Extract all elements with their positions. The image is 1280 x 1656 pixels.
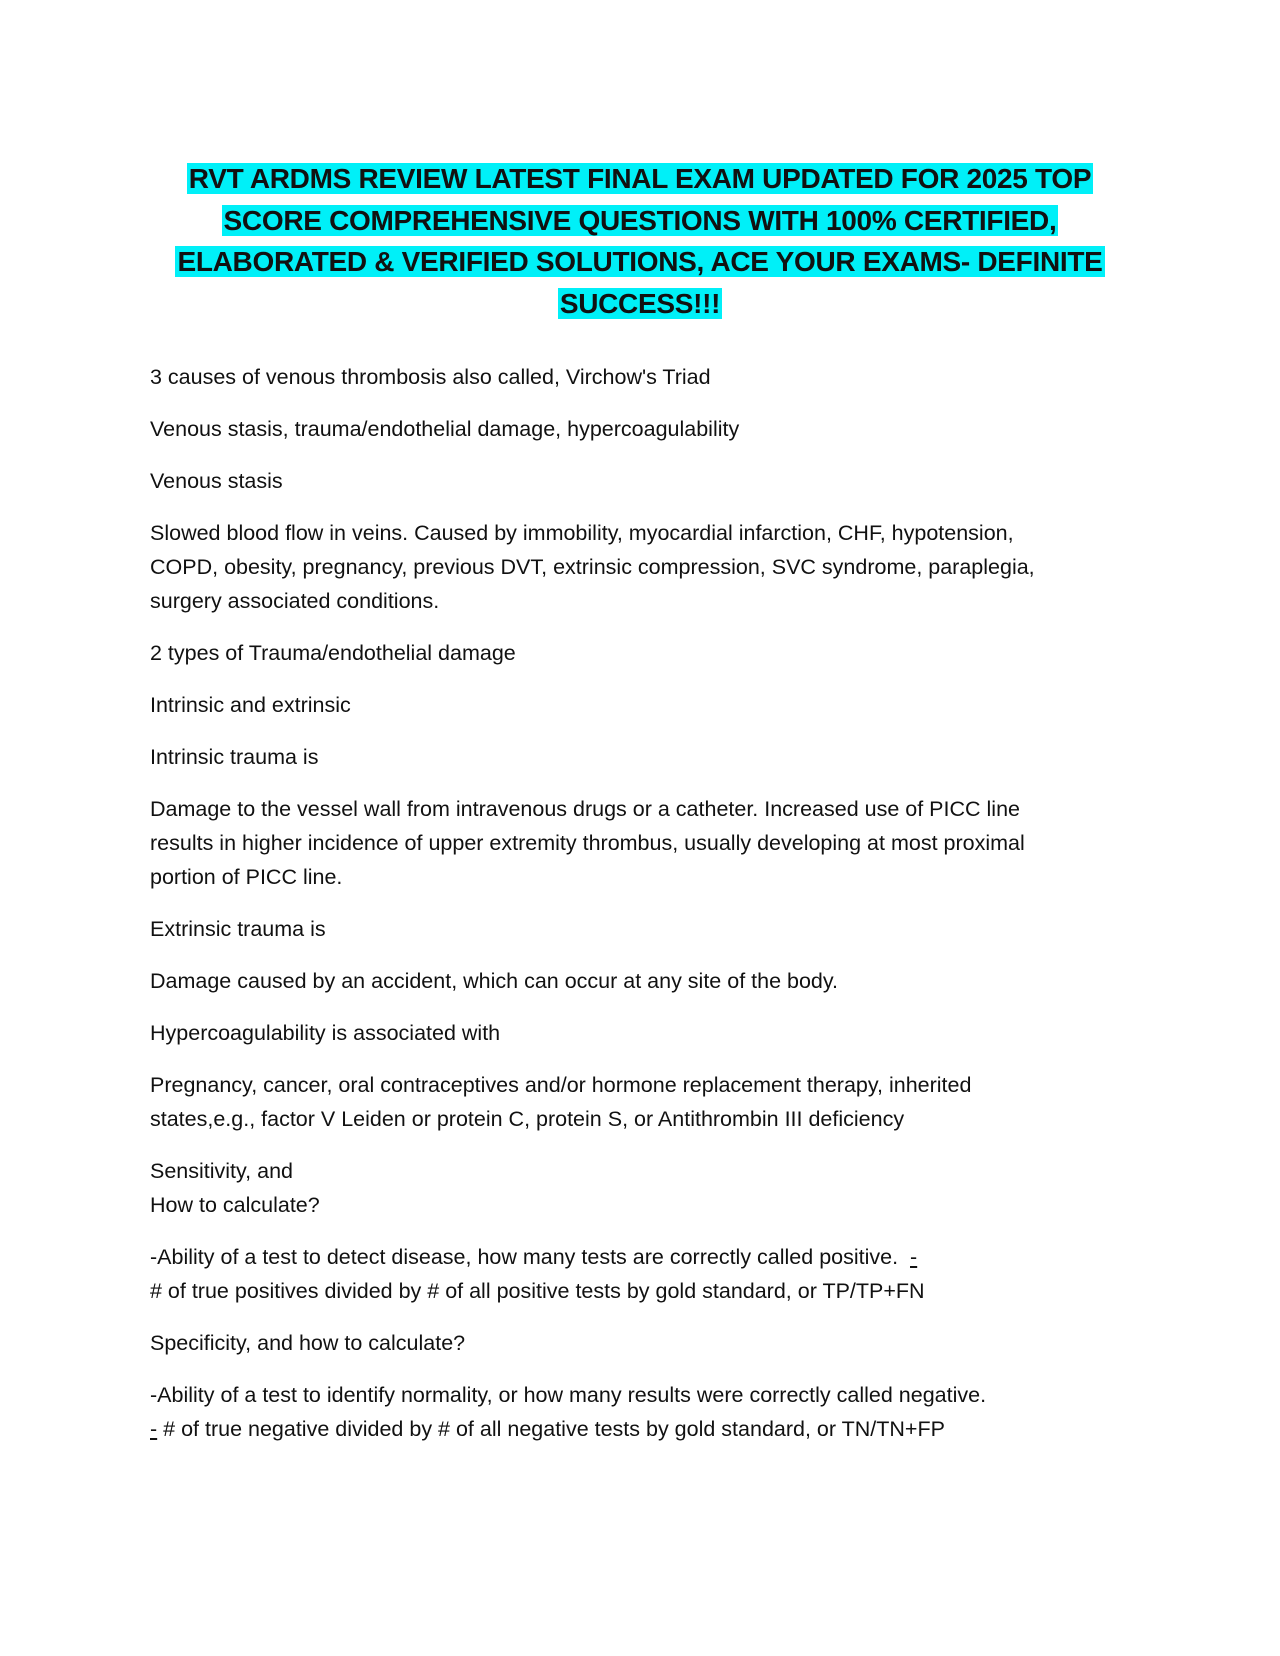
answer-intrinsic-trauma: Damage to the vessel wall from intravenous drugs or a catheter. Increased use of PICC line results in higher incidence of upper extremity thrombus, usually developing at most proximal portion of PICC line. [150,797,1025,889]
answer-trauma-types: Intrinsic and extrinsic [150,693,351,717]
question-venous-stasis: Venous stasis [150,469,283,493]
answer-extrinsic-trauma: Damage caused by an accident, which can occur at any site of the body. [150,969,838,993]
answer-hypercoagulability: Pregnancy, cancer, oral contraceptives and/or hormone replacement therapy, inherited states,e.g., factor V Leiden or protein C, protein S, or Antithrombin III deficiency [150,1073,972,1131]
title-line: SUCCESS!!! [559,287,721,319]
question-specificity: Specificity, and how to calculate? [150,1331,466,1355]
title-line: SCORE COMPREHENSIVE QUESTIONS WITH 100% CERTIFIED, [223,204,1057,236]
question-extrinsic-trauma: Extrinsic trauma is [150,917,326,941]
question-virchows-triad: 3 causes of venous thrombosis also called, Virchow's Triad [150,365,711,389]
document-title [150,158,1130,324]
question-intrinsic-trauma: Intrinsic trauma is [150,745,319,769]
title-line: RVT ARDMS REVIEW LATEST FINAL EXAM UPDATED FOR 2025 TOP [188,163,1092,194]
document-body [150,360,1130,1464]
question-trauma-types: 2 types of Trauma/endothelial damage [150,641,516,665]
answer-specificity: -Ability of a test to identify normality, or how many results were correctly called negative. - # of true negative divided by # of all negative tests by gold standard, or TN/TN+FP [150,1383,987,1441]
question-hypercoagulability: Hypercoagulability is associated with [150,1021,501,1045]
dash-marker: - [150,1417,158,1441]
answer-sensitivity: -Ability of a test to detect disease, how many tests are correctly called positive. - # of true positives divided by # of all positive tests by gold standard, or TP/TP+FN [150,1245,925,1303]
question-sensitivity: Sensitivity, and How to calculate? [150,1159,320,1217]
answer-venous-stasis: Slowed blood flow in veins. Caused by immobility, myocardial infarction, CHF, hypotension, COPD, obesity, pregnancy, previous DVT, extrinsic compression, SVC syndrome, paraplegia, surgery associated conditions. [150,521,1035,613]
answer-virchows-triad: Venous stasis, trauma/endothelial damage, hypercoagulability [150,417,740,441]
dash-marker: - [910,1245,918,1269]
title-line: ELABORATED & VERIFIED SOLUTIONS, ACE YOUR EXAMS- DEFINITE [177,246,1103,277]
